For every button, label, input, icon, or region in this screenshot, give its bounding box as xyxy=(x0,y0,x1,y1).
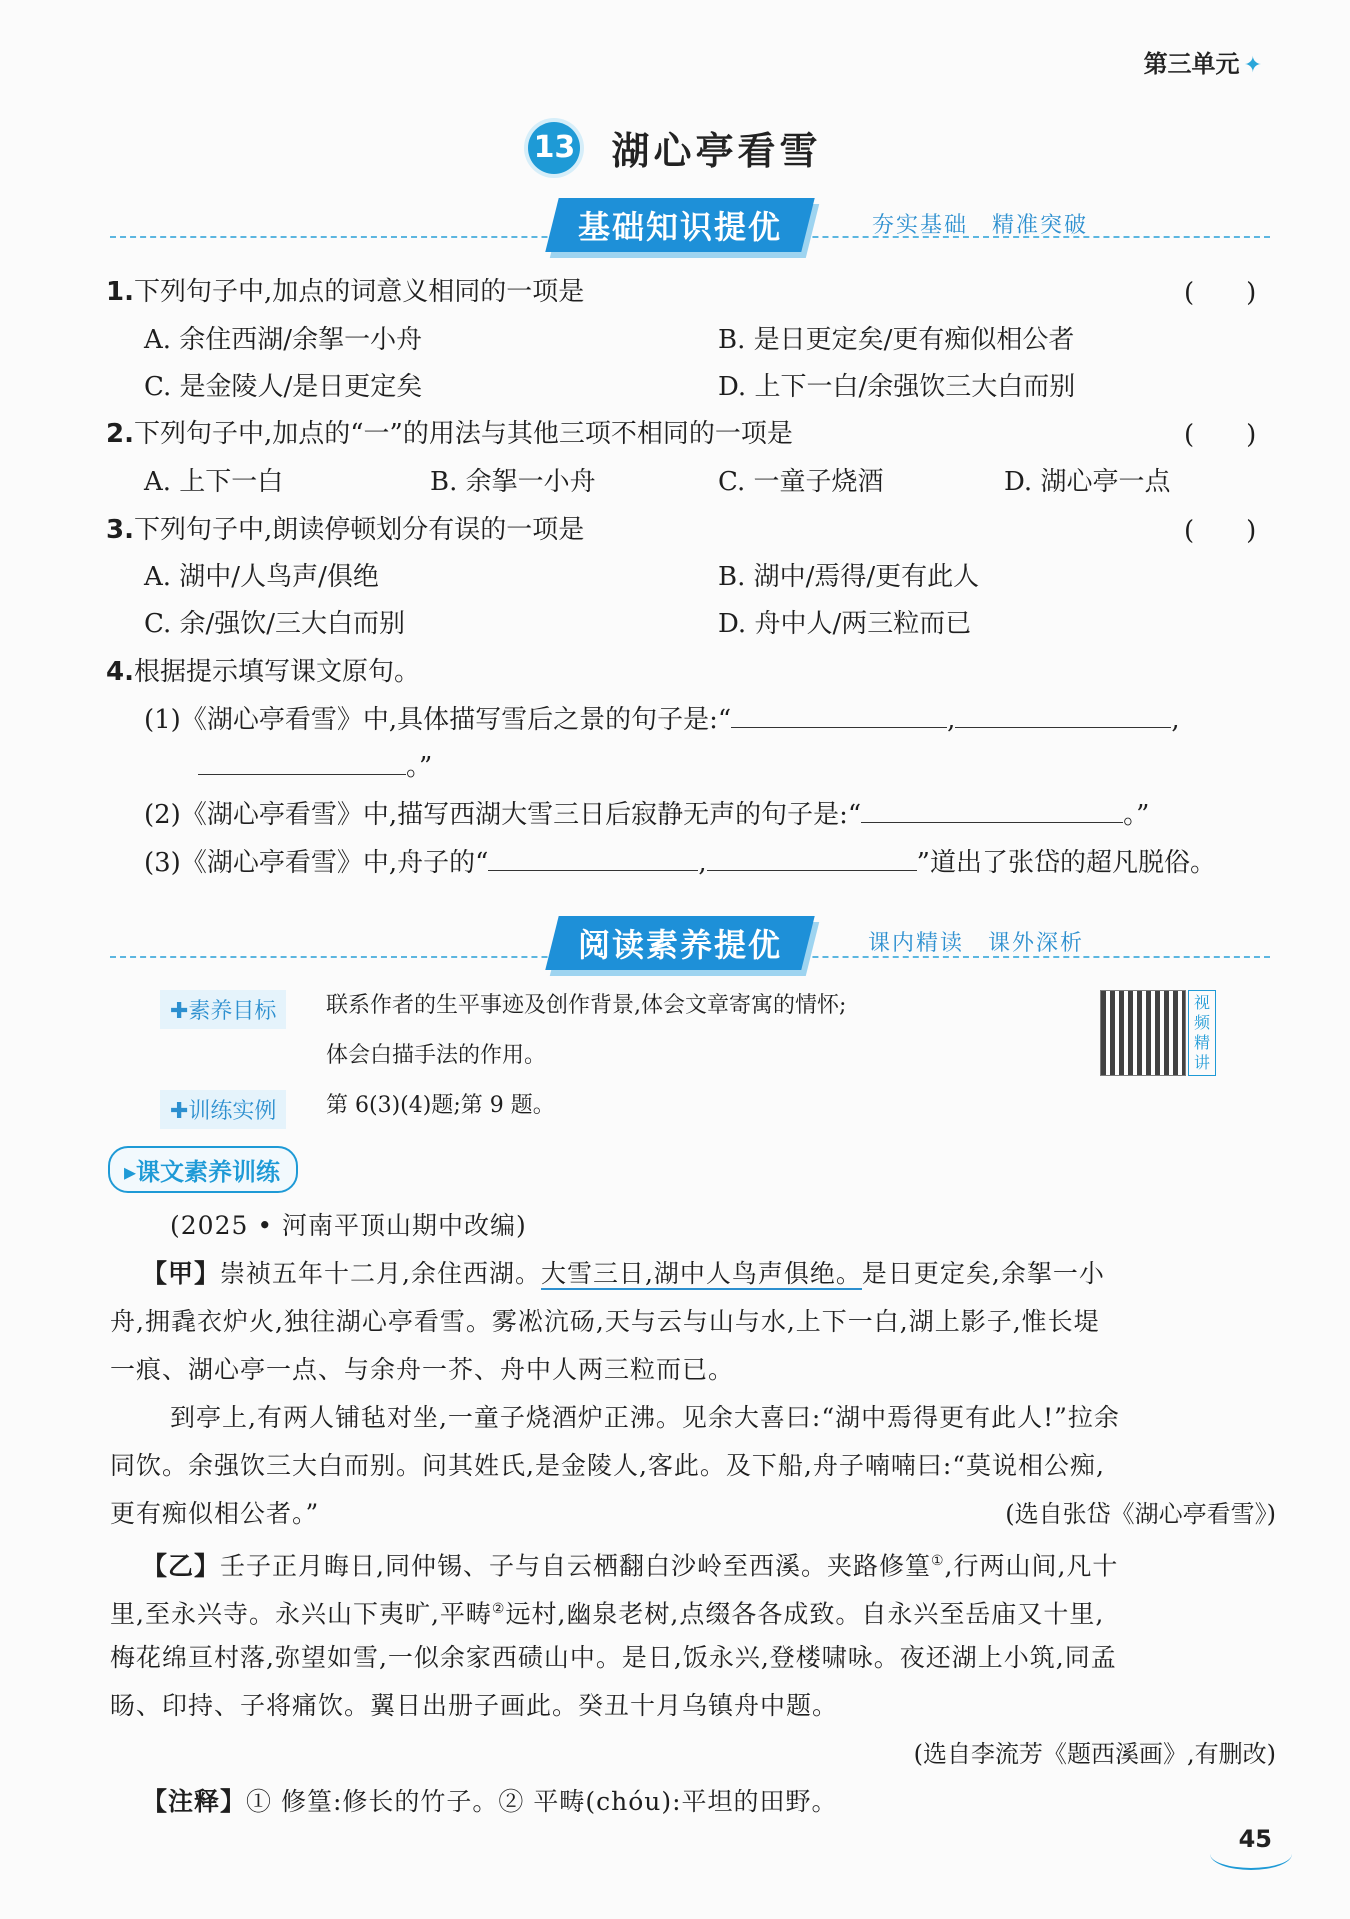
question-2 xyxy=(106,414,793,454)
answer-paren-1[interactable]: ( ) xyxy=(1184,278,1257,308)
question-1 xyxy=(106,272,584,312)
passage-jia-source: (选自张岱《湖心亭看雪》) xyxy=(1005,1500,1276,1528)
notes-mark: 【注释】 xyxy=(142,1787,247,1816)
fill-item-2: (2)《湖心亭看雪》中,描写西湖大雪三日后寂静无声的句子是:“ 。” xyxy=(144,794,1149,835)
passage-yi-line-1: 【乙】壬子正月晦日,同仲锡、子与自云栖翻白沙岭至西溪。夹路修篁①,行两山间,凡十 xyxy=(142,1551,1119,1581)
video-lecture-label[interactable]: 视频精讲 xyxy=(1188,990,1216,1076)
training-tag-text: 课文素养训练 xyxy=(136,1158,281,1186)
passage-source-line: (2025 • 河南平顶山期中改编) xyxy=(170,1211,527,1240)
question-number: 4. xyxy=(106,657,134,687)
fill-prompt-1: (1)《湖心亭看雪》中,具体描写雪后之景的句子是:“ xyxy=(144,705,732,735)
qr-code-icon[interactable] xyxy=(1100,990,1186,1076)
fill-blank[interactable] xyxy=(731,699,947,728)
training-example-text: 第 6(3)(4)题;第 9 题。 xyxy=(326,1093,555,1118)
question-number: 3. xyxy=(106,515,134,545)
fill-prompt-2: (2)《湖心亭看雪》中,描写西湖大雪三日后寂静无声的句子是:“ xyxy=(144,800,862,830)
goal-text: 联系作者的生平事迹及创作背景,体会文章寄寓的情怀; xyxy=(326,993,847,1018)
fill-blank[interactable] xyxy=(198,746,406,775)
training-tag: ▸课文素养训练 xyxy=(108,1146,298,1193)
sparkle-icon: ✦ xyxy=(1243,53,1262,78)
question-text: 下列句子中,加点的“一”的用法与其他三项不相同的一项是 xyxy=(133,419,793,449)
footnote-marker: ② xyxy=(491,1601,506,1617)
question-number: 2. xyxy=(106,419,134,449)
passage-jia-line-6: 更有痴似相公者。” xyxy=(110,1499,320,1528)
passage-jia-line-1: 【甲】崇祯五年十二月,余住西湖。大雪三日,湖中人鸟声俱绝。是日更定矣,余挐一小 xyxy=(142,1259,1105,1288)
passage-yi-source: (选自李流芳《题西溪画》,有删改) xyxy=(913,1740,1276,1768)
section-subtitle-reading: 课内精读 课外深析 xyxy=(868,931,1085,956)
question-text: 下列句子中,朗读停顿划分有误的一项是 xyxy=(133,515,585,545)
passage-mark-jia: 【甲】 xyxy=(142,1259,221,1288)
question-4 xyxy=(106,652,420,692)
goal-text-cont: 体会白描手法的作用。 xyxy=(326,1043,547,1068)
question-3 xyxy=(106,510,584,550)
passage-yi-line-2: 里,至永兴寺。永兴山下夷旷,平畴②远村,幽泉老树,点缀各各成致。自永兴至岳庙又十里, xyxy=(110,1599,1105,1629)
passage-mark-yi: 【乙】 xyxy=(142,1551,221,1581)
fill-prompt-3-end: ”道出了张岱的超凡脱俗。 xyxy=(916,848,1216,878)
option-1b[interactable]: B. 是日更定矣/更有痴似相公者 xyxy=(718,325,1075,355)
passage-jia-line-4: 到亭上,有两人铺毡对坐,一童子烧酒炉正沸。见余大喜曰:“湖中焉得更有此人!”拉余 xyxy=(170,1403,1120,1432)
option-2a[interactable]: A. 上下一白 xyxy=(144,467,284,497)
passage-yi-line-4: 旸、印持、子将痛饮。翼日出册子画此。癸丑十月乌镇舟中题。 xyxy=(110,1691,839,1720)
passage-jia-line-3: 一痕、湖心亭一点、与余舟一芥、舟中人两三粒而已。 xyxy=(110,1355,735,1384)
fill-blank[interactable] xyxy=(707,842,917,871)
page-number: 45 xyxy=(1238,1825,1272,1853)
lesson-heading xyxy=(0,120,1350,175)
footnote-marker: ① xyxy=(930,1553,945,1569)
option-3d[interactable]: D. 舟中人/两三粒而已 xyxy=(718,609,972,639)
notes-text: ① 修篁:修长的竹子。② 平畴(chóu):平坦的田野。 xyxy=(246,1787,838,1816)
unit-label xyxy=(1144,44,1262,79)
option-1a[interactable]: A. 余住西湖/余挐一小舟 xyxy=(144,325,423,355)
answer-paren-2[interactable]: ( ) xyxy=(1184,420,1257,450)
passage-jia-line-2: 舟,拥毳衣炉火,独往湖心亭看雪。雾凇沆砀,天与云与山与水,上下一白,湖上影子,惟长堤 xyxy=(110,1307,1100,1336)
fill-item-3: (3)《湖心亭看雪》中,舟子的“ , ”道出了张岱的超凡脱俗。 xyxy=(144,842,1216,883)
option-2d[interactable]: D. 湖心亭一点 xyxy=(1004,467,1171,497)
unit-text: 第三单元 xyxy=(1143,50,1240,78)
question-text: 下列句子中,加点的词意义相同的一项是 xyxy=(133,277,585,307)
training-example-label: ✚训练实例 xyxy=(160,1090,286,1129)
option-1d[interactable]: D. 上下一白/余强饮三大白而别 xyxy=(718,372,1076,402)
fill-item-1: (1)《湖心亭看雪》中,具体描写雪后之景的句子是:“ , , xyxy=(144,699,1180,740)
passage-jia-line-5: 同饮。余强饮三大白而别。问其姓氏,是金陵人,客此。及下船,舟子喃喃曰:“莫说相公痴, xyxy=(110,1451,1105,1480)
question-text: 根据提示填写课文原句。 xyxy=(133,657,420,687)
fill-blank[interactable] xyxy=(861,794,1123,823)
section-tag-reading: 阅读素养提优 xyxy=(545,916,814,970)
option-1c[interactable]: C. 是金陵人/是日更定矣 xyxy=(144,372,423,402)
passage-notes xyxy=(142,1782,838,1821)
option-2b[interactable]: B. 余挐一小舟 xyxy=(430,467,596,497)
section-tag-basic: 基础知识提优 xyxy=(545,198,814,252)
underlined-sentence: 大雪三日,湖中人鸟声俱绝。 xyxy=(540,1259,862,1288)
question-number: 1. xyxy=(106,277,134,307)
lesson-title: 湖心亭看雪 xyxy=(611,128,822,173)
answer-paren-3[interactable]: ( ) xyxy=(1184,516,1257,546)
passage-yi-line-3: 梅花绵亘村落,弥望如雪,一似余家西碛山中。是日,饭永兴,登楼啸咏。夜还湖上小筑,同孟 xyxy=(110,1643,1117,1672)
goal-label: ✚素养目标 xyxy=(160,990,286,1029)
lesson-number: 13 xyxy=(528,122,580,174)
section-subtitle-basic: 夯实基础 精准突破 xyxy=(872,213,1089,238)
option-3c[interactable]: C. 余/强饮/三大白而别 xyxy=(144,609,406,639)
option-3a[interactable]: A. 湖中/人鸟声/俱绝 xyxy=(144,562,379,592)
option-3b[interactable]: B. 湖中/焉得/更有此人 xyxy=(718,562,980,592)
fill-blank[interactable] xyxy=(955,699,1171,728)
fill-blank[interactable] xyxy=(488,842,698,871)
fill-prompt-3: (3)《湖心亭看雪》中,舟子的“ xyxy=(144,848,489,878)
option-2c[interactable]: C. 一童子烧酒 xyxy=(718,467,884,497)
fill-item-1-cont: 。” xyxy=(198,746,432,787)
